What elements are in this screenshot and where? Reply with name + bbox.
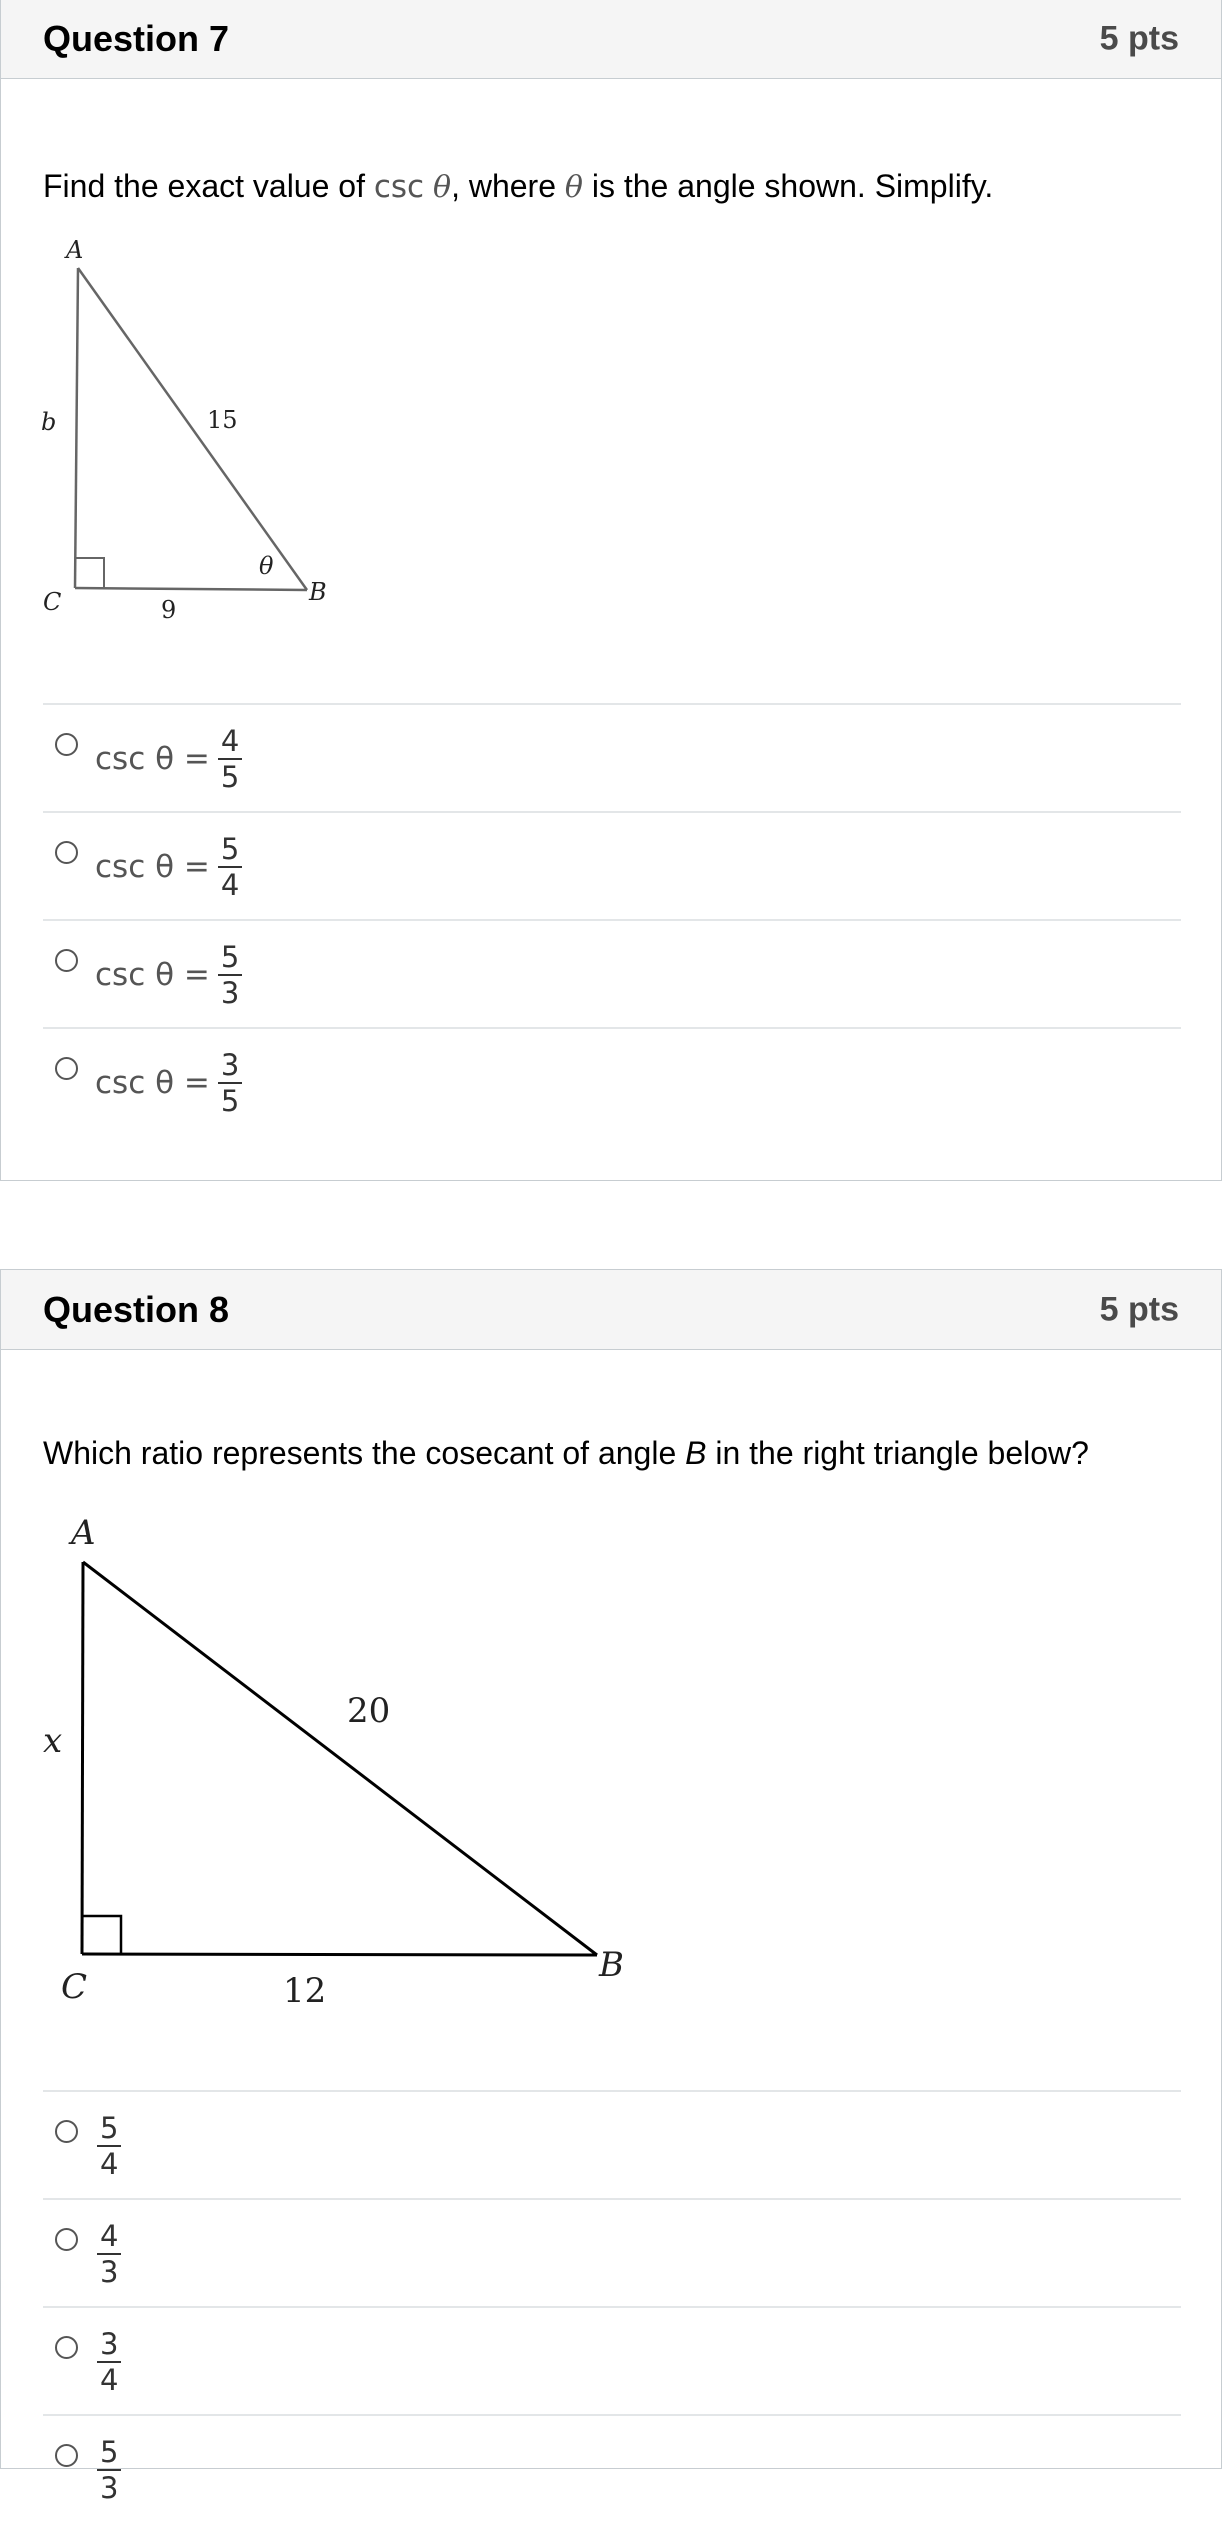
prompt-csc: csc [373, 169, 425, 205]
answer-lhs: csc θ = [95, 849, 210, 885]
side-label-b: b [41, 408, 57, 436]
question-prompt [43, 1435, 1089, 1472]
answer-option[interactable] [43, 811, 1181, 919]
prompt-theta-2: θ [564, 170, 583, 205]
fraction-denominator: 5 [220, 760, 240, 794]
answer-fraction [218, 940, 242, 1010]
side-ab [78, 268, 307, 590]
side-ac [75, 268, 78, 588]
answer-fraction [97, 2111, 121, 2181]
prompt-variable-b: B [685, 1435, 707, 1471]
fraction-numerator: 3 [218, 1048, 242, 1084]
radio-button[interactable] [55, 841, 78, 864]
answer-lhs: csc θ = [95, 957, 210, 993]
answer-lhs: csc θ = [95, 1065, 210, 1101]
fraction-numerator: 5 [218, 832, 242, 868]
answer-expression [97, 2316, 121, 2408]
hypotenuse-label: 15 [207, 406, 238, 434]
answer-option[interactable] [43, 2198, 1181, 2306]
vertex-label-a: A [71, 1513, 96, 1553]
vertex-label-b: B [309, 578, 327, 606]
answer-lhs: csc θ = [95, 741, 210, 777]
fraction-denominator: 3 [220, 976, 240, 1010]
radio-button[interactable] [55, 1057, 78, 1080]
vertex-label-a: A [66, 236, 84, 264]
vertex-label-c: C [43, 588, 62, 616]
answer-fraction [218, 832, 242, 902]
prompt-text-start: Find the exact value of [43, 168, 374, 204]
answer-expression [95, 713, 242, 805]
question-prompt [43, 168, 993, 205]
fraction-numerator: 4 [218, 724, 242, 760]
fraction-denominator: 3 [100, 2471, 119, 2505]
radio-button[interactable] [55, 2120, 78, 2143]
question-header [1, 0, 1221, 79]
hypotenuse-label: 20 [347, 1691, 391, 1731]
answer-option[interactable] [43, 2306, 1181, 2414]
fraction-denominator: 4 [100, 2147, 119, 2181]
prompt-text-end: in the right triangle below? [706, 1435, 1089, 1471]
side-cb [82, 1954, 597, 1955]
answer-option[interactable] [43, 2090, 1181, 2198]
side-label-x: x [43, 1721, 63, 1761]
right-angle-marker [75, 558, 104, 588]
answer-option[interactable] [43, 919, 1181, 1027]
fraction-denominator: 4 [220, 868, 240, 902]
prompt-text-mid: , where [451, 168, 565, 204]
vertex-label-c: C [61, 1967, 88, 2006]
fraction-numerator: 5 [97, 2111, 121, 2147]
fraction-numerator: 4 [97, 2219, 121, 2255]
answer-fraction [218, 724, 242, 794]
prompt-text-start: Which ratio represents the cosecant of angle [43, 1435, 686, 1471]
base-label: 9 [161, 596, 177, 624]
answer-fraction [97, 2435, 121, 2505]
triangle-figure-q7 [31, 232, 351, 632]
prompt-text-end: is the angle shown. Simplify. [582, 168, 994, 204]
answer-expression [97, 2424, 121, 2516]
question-points: 5 pts [1099, 19, 1179, 58]
answer-fraction [218, 1048, 242, 1118]
angle-label-theta: θ [259, 552, 274, 580]
side-ac [82, 1562, 83, 1954]
radio-button[interactable] [55, 949, 78, 972]
fraction-denominator: 5 [220, 1084, 240, 1118]
question-title: Question 8 [43, 1288, 230, 1330]
question-points: 5 pts [1099, 1290, 1179, 1328]
fraction-denominator: 4 [100, 2363, 119, 2397]
side-cb [75, 588, 307, 590]
answer-fraction [97, 2327, 121, 2397]
side-ab [83, 1562, 597, 1955]
answer-option[interactable] [43, 1027, 1181, 1135]
answer-list [43, 703, 1181, 1135]
prompt-theta: θ [433, 170, 452, 205]
answer-option[interactable] [43, 703, 1181, 811]
question-header [1, 1270, 1221, 1350]
radio-button[interactable] [55, 733, 78, 756]
base-label: 12 [283, 1971, 327, 2006]
triangle-figure-q8 [31, 1506, 671, 2006]
radio-button[interactable] [55, 2228, 78, 2251]
answer-list [43, 2090, 1181, 2522]
answer-expression [95, 821, 242, 913]
answer-expression [97, 2208, 121, 2300]
fraction-denominator: 3 [100, 2255, 119, 2289]
answer-expression [97, 2100, 121, 2192]
fraction-numerator: 5 [218, 940, 242, 976]
fraction-numerator: 3 [97, 2327, 121, 2363]
question-title: Question 7 [43, 18, 230, 59]
fraction-numerator: 5 [97, 2435, 121, 2471]
answer-expression [95, 929, 242, 1021]
question-8-card [0, 1269, 1222, 2505]
radio-button[interactable] [55, 2444, 78, 2467]
question-7-card [0, 0, 1222, 1181]
vertex-label-b: B [599, 1945, 624, 1985]
radio-button[interactable] [55, 2336, 78, 2359]
answer-fraction [97, 2219, 121, 2289]
answer-option[interactable] [43, 2414, 1181, 2522]
answer-expression [95, 1037, 242, 1129]
right-angle-marker [82, 1916, 121, 1954]
